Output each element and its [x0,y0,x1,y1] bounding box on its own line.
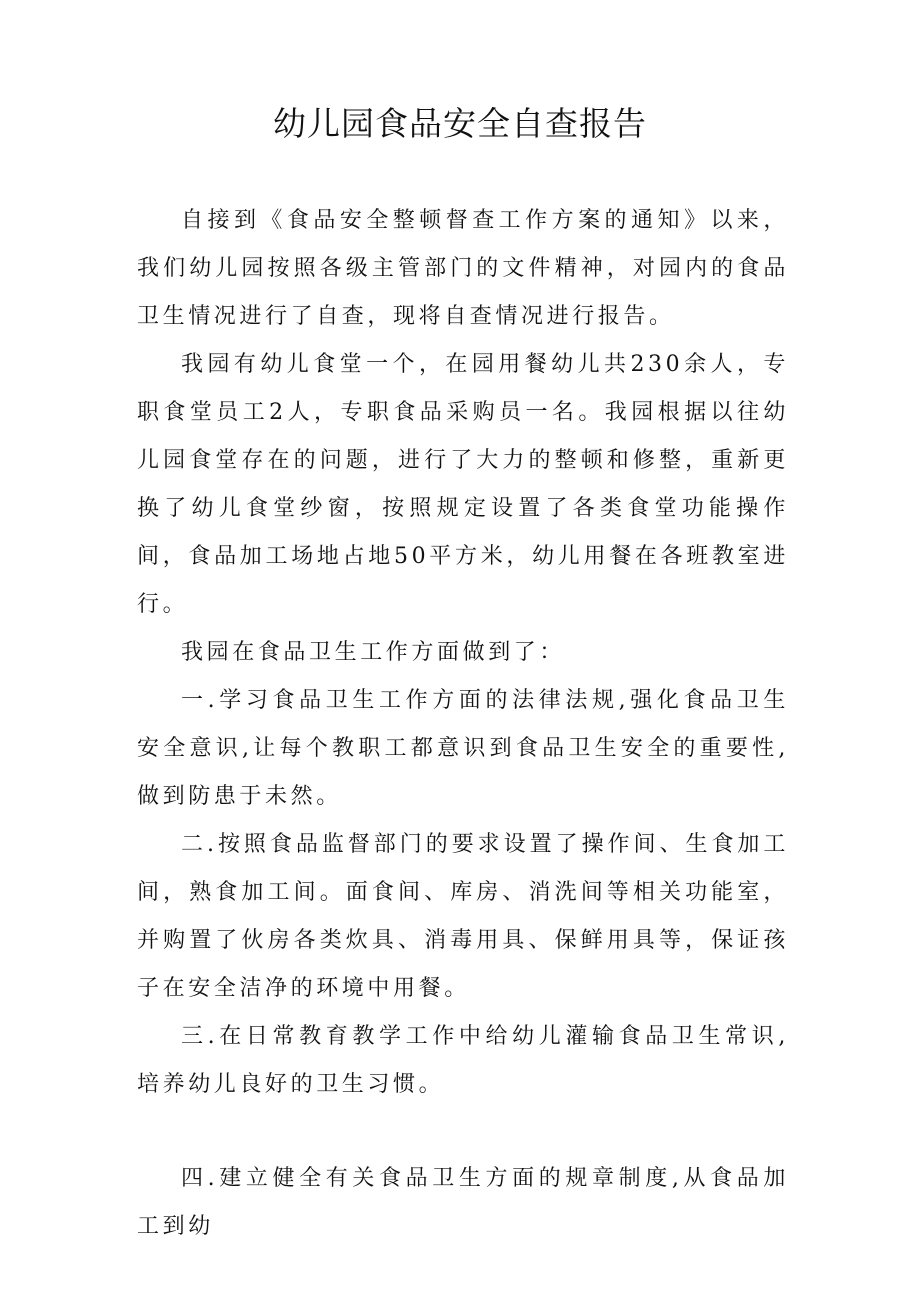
paragraph-item-2: 二.按照食品监督部门的要求设置了操作间、生食加工间，熟食加工间。面食间、库房、消洗间等相关功能室，并购置了伙房各类炊具、消毒用具、保鲜用具等，保证孩子在安全洁净的环境中用餐。 [137,832,789,1001]
document-title: 幼儿园食品安全自查报告 [273,104,647,143]
paragraph-item-3: 三.在日常教育教学工作中给幼儿灌输食品卫生常识,培养幼儿良好的卫生习惯。 [137,1024,789,1097]
paragraph-canteen-overview: 我园有幼儿食堂一个，在园用餐幼儿共230余人，专职食堂员工2人，专职食品采购员一名。我园根据以往幼儿园食堂存在的问题，进行了大力的整顿和修整，重新更换了幼儿食堂纱窗，按照规定设置了各类食堂功能操作间，食品加工场地占地50平方米，幼儿用餐在各班教室进行。 [137,352,789,617]
document-body [137,197,789,1251]
paragraph-spacer [137,1109,789,1155]
paragraph-item-4: 四.建立健全有关食品卫生方面的规章制度,从食品加工到幼 [137,1166,789,1239]
paragraph-achievements-lead: 我园在食品卫生工作方面做到了： [181,640,566,665]
paragraph-item-1: 一.学习食品卫生工作方面的法律法规,强化食品卫生安全意识,让每个教职工都意识到食品卫生安全的重要性,做到防患于未然。 [137,688,789,809]
paragraph-intro: 自接到《食品安全整顿督查工作方案的通知》以来，我们幼儿园按照各级主管部门的文件精神，对园内的食品卫生情况进行了自查，现将自查情况进行报告。 [137,208,789,329]
